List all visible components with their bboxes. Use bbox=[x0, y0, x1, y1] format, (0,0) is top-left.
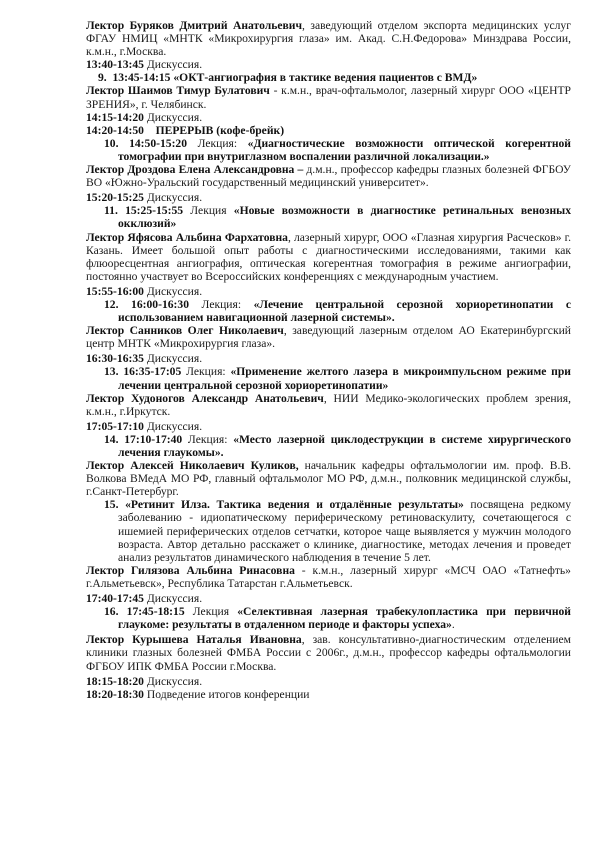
lecture-title: «Новые возможности в диагностике ретинальных венозных окклюзий» bbox=[118, 204, 571, 231]
lector-info: начальник кафедры офтальмологии им. проф. В.В. Волкова ВМедА МО РФ, главный офтальмолог МО РФ, д.м.н., полковник медицинской службы, г.Санкт-Петербург. bbox=[86, 459, 571, 499]
lecture-title: «Применение желтого лазера в микроимпульсном режиме при лечении центральной серозной хориоретинопатии» bbox=[118, 365, 571, 392]
time-slot: 15:55-16:00 bbox=[86, 284, 144, 298]
lecture-description: посвящена редкому заболеванию - идиопатическому периферическому ретиноваскулиту, сочетающегося с ишемией периферических отделов сетчатки, которое чаще выявляется у мужчин молодого возраста. Автор детально расскажет о клинике, диагностике, методах лечения и проведет анализ результатов динамического наблюдения в течение 5 лет. bbox=[118, 498, 571, 564]
discussion-entry bbox=[86, 111, 571, 124]
lector-entry bbox=[86, 564, 571, 590]
lector-entry bbox=[86, 324, 571, 350]
lector-entry bbox=[86, 459, 571, 498]
item-number: 12. bbox=[104, 297, 119, 311]
lector-entry bbox=[86, 633, 571, 672]
lecture-title: «Селективная лазерная трабекулопластика при первичной глаукоме: результаты в отдаленном периоде и факторы успеха» bbox=[118, 605, 571, 632]
lector-entry bbox=[86, 84, 571, 110]
time-slot: 18:20-18:30 bbox=[86, 687, 144, 701]
time-slot: 16:00-16:30 bbox=[131, 297, 189, 311]
lecture-title: «ОКТ-ангиография в тактике ведения пациентов с ВМД» bbox=[173, 71, 478, 85]
lector-entry bbox=[86, 163, 571, 189]
lecture-item-13 bbox=[86, 365, 571, 391]
item-number: 14. bbox=[104, 432, 119, 446]
lector-info: , лазерный хирург, ООО «Глазная хирургия Расческов» г. Казань. Имеет большой опыт работы с диагностическими исследованиями, такими как флюоресцентная ангиография, оптическая когерентная томография в режиме ангиографии, постоянно участвует во Всероссийских конференциях с международным участием. bbox=[86, 230, 571, 283]
lecture-item-15 bbox=[86, 498, 571, 563]
discussion-entry bbox=[86, 285, 571, 298]
lecture-prefix: Лекция: bbox=[181, 365, 231, 379]
lecture-item-10 bbox=[86, 137, 571, 163]
time-slot: 16:35-17:05 bbox=[123, 365, 182, 379]
lector-entry bbox=[86, 231, 571, 283]
discussion-label: Дискуссия. bbox=[143, 58, 203, 72]
discussion-label: Дискуссия. bbox=[143, 352, 203, 366]
item-number: 11. bbox=[104, 204, 118, 218]
discussion-entry bbox=[86, 191, 571, 204]
lecture-prefix: Лекция: bbox=[182, 432, 234, 446]
lector-info: - к.м.н., врач-офтальмолог, лазерный хирург ООО «ЦЕНТР ЗРЕНИЯ», г. Челябинск. bbox=[86, 84, 571, 111]
discussion-label: Дискуссия. bbox=[143, 419, 203, 433]
discussion-label: Дискуссия. bbox=[143, 191, 203, 205]
lector-name: Лектор Алексей Николаевич Куликов, bbox=[86, 459, 299, 473]
item-number: 10. bbox=[104, 136, 119, 150]
lecture-prefix: Лекция bbox=[184, 605, 238, 619]
break-label: ПЕРЕРЫВ (кофе-брейк) bbox=[155, 123, 285, 137]
lecture-prefix: Лекция: bbox=[187, 136, 248, 150]
lecture-title: «Лечение центральной серозной хориоретинопатии с использованием навигационной лазерной системы». bbox=[118, 297, 571, 325]
lector-info: - к.м.н., лазерный хирург «МСЧ ОАО «Татнефть» г.Альметьевск», Республика Татарстан г.Альметьевск. bbox=[86, 563, 571, 590]
lecture-prefix: Лекция bbox=[183, 204, 234, 218]
discussion-entry bbox=[86, 675, 571, 688]
lecture-item-11 bbox=[86, 204, 571, 230]
lector-name: Лектор Курышева Наталья Ивановна bbox=[86, 633, 302, 647]
lector-name: Лектор Гилязова Альбина Ринасовна bbox=[86, 563, 295, 577]
time-slot: 18:15-18:20 bbox=[86, 674, 144, 688]
item-number: 16. bbox=[104, 605, 119, 619]
discussion-entry bbox=[86, 58, 571, 71]
lector-info: д.м.н., профессор кафедры глазных болезней ФГБОУ ВО «Южно-Уральский государственный медицинский университет». bbox=[86, 163, 571, 190]
time-slot: 15:20-15:25 bbox=[86, 191, 144, 205]
discussion-entry bbox=[86, 352, 571, 365]
lector-name: Лектор Шаимов Тимур Булатович bbox=[86, 84, 270, 98]
time-slot: 14:50-15:20 bbox=[129, 136, 188, 150]
lector-name: Лектор Дроздова Елена Александровна – bbox=[86, 163, 304, 177]
time-slot: 16:30-16:35 bbox=[86, 352, 144, 366]
lecture-item-12 bbox=[86, 298, 571, 324]
lecture-item-16 bbox=[86, 605, 571, 631]
break-entry bbox=[86, 124, 571, 137]
item-number: 9. bbox=[98, 71, 107, 85]
lector-info: , НИИ Медико-экологических проблем зрения, к.м.н., г.Иркутск. bbox=[86, 391, 571, 418]
time-slot: 17:10-17:40 bbox=[124, 432, 183, 446]
lector-name: Лектор Худоногов Александр Анатольевич bbox=[86, 391, 324, 405]
lector-entry bbox=[86, 19, 571, 58]
lecture-prefix: Лекция: bbox=[189, 297, 254, 311]
lecture-title: «Место лазерной циклодеструкции в системе хирургического лечения глаукомы». bbox=[118, 432, 571, 459]
lecture-suffix: . bbox=[451, 618, 455, 632]
lector-name: Лектор Яфясова Альбина Фархатовна bbox=[86, 230, 288, 244]
lector-info: , заведующий отделом экспорта медицинских услуг ФГАУ НМИЦ «МНТК «Микрохирургия глаза» им. Акад. С.Н.Федорова» Минздрава России, к.м.н., г.Москва. bbox=[86, 19, 571, 59]
discussion-label: Дискуссия. bbox=[143, 284, 203, 298]
lector-name: Лектор Буряков Дмитрий Анатольевич bbox=[86, 19, 302, 32]
program-document bbox=[86, 19, 571, 701]
time-slot: 13:40-13:45 bbox=[86, 58, 144, 72]
time-slot: 17:45-18:15 bbox=[126, 605, 185, 619]
item-number: 13. bbox=[104, 365, 119, 379]
lector-name: Лектор Санников Олег Николаевич bbox=[86, 324, 284, 338]
discussion-label: Дискуссия. bbox=[143, 674, 203, 688]
discussion-label: Дискуссия. bbox=[143, 592, 203, 606]
item-number: 15. bbox=[104, 498, 119, 512]
closing-entry bbox=[86, 688, 571, 701]
closing-label: Подведение итогов конференции bbox=[143, 687, 310, 701]
lecture-title: «Ретинит Илза. Тактика ведения и отдалённые результаты» bbox=[125, 498, 464, 512]
lecture-title: «Диагностические возможности оптической когерентной томографии при внутриглазном воспалении различной локализации.» bbox=[118, 136, 571, 163]
lector-info: , зав. консультативно-диагностическим отделением клиники глазных болезней ФМБА России с 2006г., д.м.н., профессор кафедры офтальмологии ФГБОУ ИПК ФМБА России г.Москва. bbox=[86, 633, 571, 673]
time-slot: 17:05-17:10 bbox=[86, 419, 144, 433]
lector-info: , заведующий лазерным отделом АО Екатеринбургский центр МНТК «Микрохирургия глаза». bbox=[86, 324, 571, 351]
time-slot: 17:40-17:45 bbox=[86, 592, 144, 606]
lecture-item-14 bbox=[86, 433, 571, 459]
time-slot: 15:25-15:55 bbox=[125, 204, 184, 218]
lector-entry bbox=[86, 392, 571, 418]
time-slot: 14:15-14:20 bbox=[86, 110, 144, 124]
time-slot: 14:20-14:50 bbox=[86, 123, 144, 137]
discussion-label: Дискуссия. bbox=[143, 110, 203, 124]
time-slot: 13:45-14:15 bbox=[112, 71, 171, 85]
lecture-item-9 bbox=[86, 71, 571, 84]
discussion-entry bbox=[86, 420, 571, 433]
discussion-entry bbox=[86, 592, 571, 605]
